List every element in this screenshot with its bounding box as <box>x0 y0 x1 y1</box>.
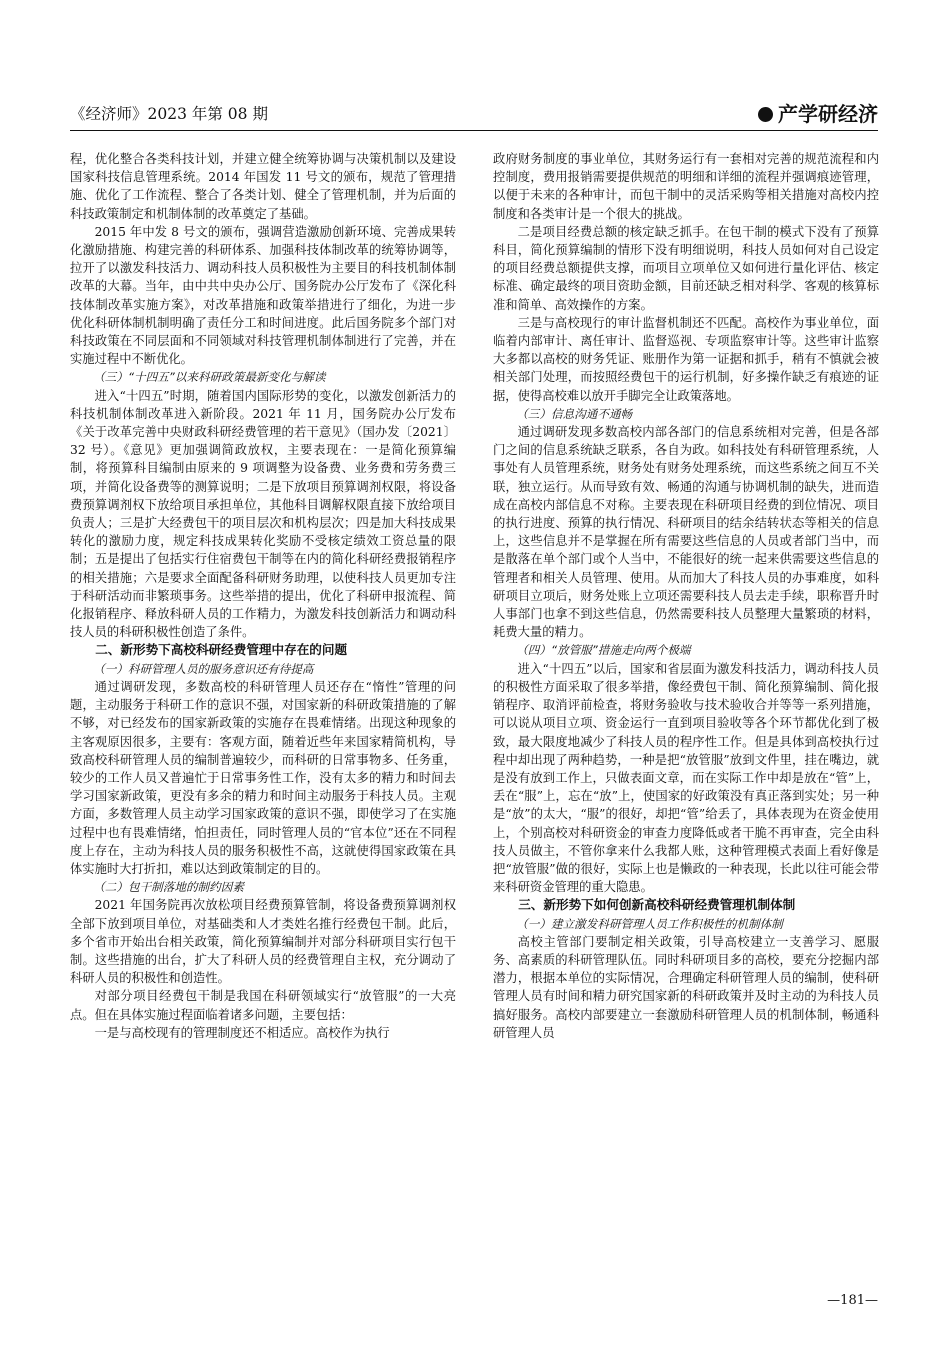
paragraph: 2015 年中发 8 号文的颁布，强调营造激励创新环境、完善成果转化激励措施、构建完善的科研体系、加强科技体制改革的统筹协调等，拉开了以激发科技活力、调动科技人员积极性为主要目的科技机制体制改革的大幕。当年，由中共中央办公厅、国务院办公厅发布了《深化科技体制改革实施方案》，对改革措施和政策举措进行了细化，为进一步优化科研体制机制明确了责任分工和时间进度。此后国务院多个部门对科技政策在不同层面和不同领域对科技管理机制体制进行了完善，并在实施过程中不断优化。 <box>70 224 456 367</box>
subsection-heading: （三）信息沟通不通畅 <box>516 406 633 421</box>
paragraph: 通过调研发现多数高校内部各部门的信息系统相对完善，但是各部门之间的信息系统缺乏联系，各自为政。如科技处有科研管理系统，人事处有人员管理系统，财务处有财务处理系统，而这些系统之间互不关联，独立运行。从而导致有效、畅通的沟通与协调机制的缺失，进而造成在高校内部信息不对称。主要表现在科研项目经费的到位情况、项目的执行进度、预算的执行情况、科研项目的结余结转状态等相关的信息上，这些信息并不是掌握在所有需要这些信息的人员或者部门当中，而是散落在单个部门或个人当中，不能很好的统一起来供需要这些信息的管理者和相关人员管理、使用。从而加大了科技人员的办事难度，如科研项目立项后，财务处账上立项还需要科技人员去走手续，职称晋升时人事部门也拿不到这些信息，仍然需要科技人员整理大量繁琐的材料，耗费大量的精力。 <box>493 425 879 640</box>
paragraph: 一是与高校现有的管理制度还不相适应。高校作为执行 <box>94 1025 390 1040</box>
paragraph: 对部分项目经费包干制是我国在科研领域实行“放管服”的一大亮点。但在具体实施过程面临着诸多问题，主要包括： <box>70 989 456 1022</box>
subsection-heading: （三）“十四五”以来科研政策最新变化与解读 <box>93 370 326 385</box>
subsection-heading: （一）科研管理人员的服务意识还有待提高 <box>93 661 314 676</box>
paragraph: 进入“十四五”以后，国家和省层面为激发科技活力，调动科技人员的积极性方面采取了很多举措，像经费包干制、简化预算编制、简化报销程序、取消评前检查，将财务验收与技术验收合并等等一系列措施，可以说从项目立项、资金运行一直到项目验收等各个环节都优化到了极致，最大限度地减少了科技人员的程序性工作。但是具体到高校执行过程中却出现了两种趋势，一种是把“放管服”放到文件里，挂在嘴边，就是没有放到工作上，只做表面文章，而在实际工作中却是放在“管”上，丢在“服”上，忘在“放”上，使国家的好政策没有真正落到实处；另一种是“放”的太大，“服”的很好，却把“管”给丢了，具体表现为在资金使用上，个别高校对科研资金的审查力度降低或者干脆不再审查，完全由科技人员做主，不管你拿来什么我都人账，这种管理模式表面上看好像是把“放管服”做的很好，实际上也是懒政的一种表现，长此以往可能会带来科研资金管理的重大隐患。 <box>493 661 879 895</box>
bullet-dot-icon <box>758 107 773 122</box>
paragraph: 二是项目经费总额的核定缺乏抓手。在包干制的模式下没有了预算科目，简化预算编制的情形下没有明细说明，科技人员如何对自己设定的项目经费总额提供支撑，而项目立项单位又如何进行量化评估、核定标准、确定最终的项目资助金额，目前还缺乏相对科学、客观的核算标准和简单、高效操作的方案。 <box>493 224 879 312</box>
paragraph: 通过调研发现，多数高校的科研管理人员还存在“惰性”管理的问题，主动服务于科研工作的意识不强，对国家新的科研政策措施的了解不够，对已经发布的国家新政策的实施存在畏难情绪。出现这种现象的主客观原因很多，主要有：客观方面，随着近些年来国家精简机构，导致高校科研管理人员的编制普遍较少，而科研的日常事物多、任务重，较少的工作人员又普遍忙于日常事务性工作，没有太多的精力和时间去学习国家新政策，更没有多余的精力和时间主动服务于科技人员。主观方面，多数管理人员主动学习国家政策的意识不强，即使学习了在实施过程中也有畏难情绪，怕担责任，同时管理人员的“官本位”还在不同程度上存在，主动为科技人员的服务积极性不高，这就使得国家政策在具体实施时大打折扣，难以达到政策制定的目的。 <box>70 679 456 876</box>
right-column <box>493 150 879 1042</box>
paragraph: 高校主管部门要制定相关政策，引导高校建立一支善学习、愿服务、高素质的科研管理队伍。同时科研项目多的高校，要充分挖掘内部潜力，根据本单位的实际情况，合理确定科研管理人员的编制，使科研管理人员有时间和精力研究国家新的科研政策并及时主动的为科技人员搞好服务。高校内部要建立一套激励科研管理人员的机制体制，畅通科研管理人员 <box>493 934 879 1040</box>
paragraph: 程，优化整合各类科技计划，并建立健全统筹协调与决策机制以及建设国家科技信息管理系统。2014 年国发 11 号文的颁布，规范了管理措施、优化了工作流程、整合了各类计划、健全了管理机制，并为后面的科技政策制定和机制体制的改革奠定了基础。 <box>70 152 456 221</box>
subsection-heading: （四）“放管服”措施走向两个极端 <box>516 643 691 658</box>
left-column <box>70 150 456 1042</box>
page-header <box>70 96 878 124</box>
subsection-heading: （二）包干制落地的制约因素 <box>93 880 244 895</box>
section-label <box>758 98 878 127</box>
paragraph: 三是与高校现行的审计监督机制还不匹配。高校作为事业单位，面临着内部审计、离任审计、监督巡视、专项监察审计等。这些审计监察大多都以高校的财务凭证、账册作为第一证据和抓手，稍有不慎就会被相关部门处理，而按照经费包干的运行机制，好多操作缺乏有痕迹的证据，使得高校难以放开手脚完全让政策落地。 <box>493 315 879 403</box>
section-heading: 三、新形势下如何创新高校科研经费管理机制体制 <box>518 897 796 913</box>
section-heading: 二、新形势下高校科研经费管理中存在的问题 <box>95 642 348 658</box>
page-number: —181— <box>827 1293 878 1308</box>
subsection-heading: （一）建立激发科研管理人员工作积极性的机制体制 <box>516 916 783 931</box>
paragraph: 政府财务制度的事业单位，其财务运行有一套相对完善的规范流程和内控制度，费用报销需要提供规范的明细和详细的流程并强调痕迹管理，以便于未来的各种审计，而包干制中的灵活采购等相关措施对高校内控制度和各类审计是一个很大的挑战。 <box>493 152 879 221</box>
header-rule <box>70 130 878 131</box>
paragraph: 进入“十四五”时期，随着国内国际形势的变化，以激发创新活力的科技机制体制改革进入新阶段。2021 年 11 月，国务院办公厅发布《关于改革完善中央财政科研经费管理的若干意见》（国办发〔2021〕32 号）。《意见》更加强调简政放权，主要表现在：一是简化预算编制，将预算科目编制由原来的 9 项调整为设备费、业务费和劳务费三项，并简化设备费等的测算说明；二是下放项目预算调剂权限，将设备费预算调剂权下放给项目承担单位，其他科目调解权限直接下放给项目负责人；三是扩大经费包干的项目层次和机构层次；四是加大科技成果转化的激励力度，规定科技成果转化奖励不受核定绩效工资总量的限制；五是提出了包括实行住宿费包干制等在内的简化科研经费报销程序的相关措施；六是要求全面配备科研财务助理，以使科技人员更加专注于科研活动而非繁琐事务。这些举措的提出，优化了科研申报流程、简化报销程序、释放科研人员的工作精力，为激发科技创新活力和调动科技人员的科研积极性创造了条件。 <box>70 388 456 640</box>
journal-title: 《经济师》2023 年第 08 期 <box>70 105 268 123</box>
paragraph: 2021 年国务院再次放松项目经费预算管制，将设备费预算调剂权全部下放到项目单位，对基础类和人才类姓名推行经费包干制。此后，多个省市开始出台相关政策，简化预算编制并对部分科研项目实行包干制。这些措施的出台，扩大了科研人员的经费管理自主权，充分调动了科研人员的积极性和创造性。 <box>70 898 456 986</box>
section-label-text: 产学研经济 <box>778 102 878 126</box>
